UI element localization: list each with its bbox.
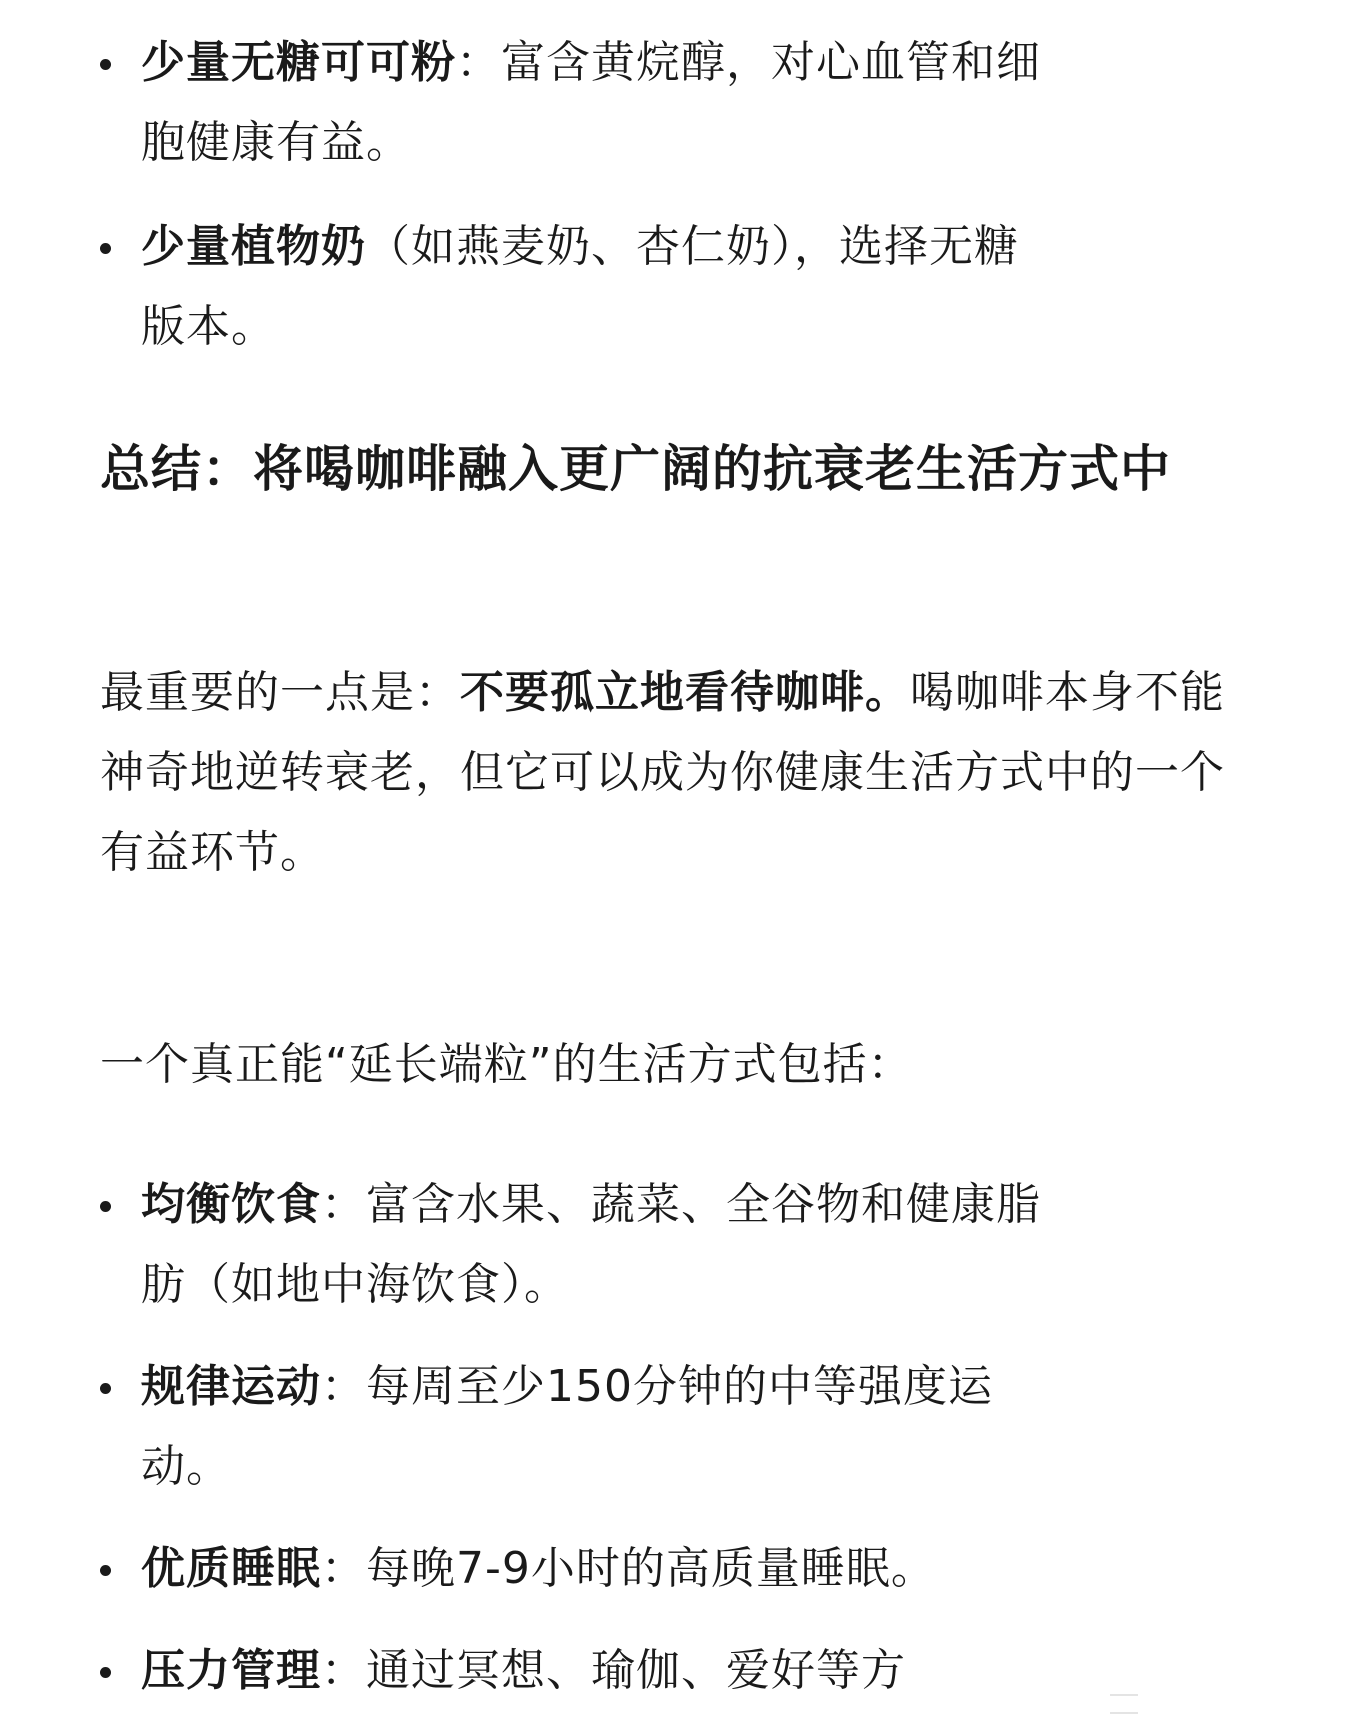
bullet-dot-icon: [100, 1201, 111, 1212]
list-item: [0, 1165, 1148, 1325]
bullet-dot-icon: [100, 1565, 111, 1576]
bullet-dot-icon: [100, 1667, 111, 1678]
item-label: 均衡饮食: [141, 1179, 321, 1230]
item-text: （如燕麦奶、杏仁奶），选择无糖版本。: [141, 221, 1019, 352]
list-item: [0, 207, 1148, 367]
list-item: [0, 1347, 1148, 1507]
item-label: 压力管理: [141, 1645, 321, 1696]
paragraph-prefix: 最重要的一点是：: [100, 667, 460, 718]
list-item: [0, 1631, 1148, 1711]
item-separator: ：: [321, 1361, 366, 1412]
bullet-dot-icon: [100, 1383, 111, 1394]
item-label: 规律运动: [141, 1361, 321, 1412]
item-text: 通过冥想、瑜伽、爱好等方: [366, 1645, 906, 1696]
ingredient-list: [0, 23, 1148, 367]
watermark-icon: [1110, 1694, 1138, 1714]
item-label: 少量无糖可可粉: [141, 37, 456, 88]
summary-paragraph: [0, 653, 1348, 893]
paragraph-emphasis: 不要孤立地看待咖啡。: [460, 667, 910, 718]
item-text: 富含水果、蔬菜、全谷物和健康脂肪（如地中海饮食）。: [141, 1179, 1041, 1310]
lifestyle-list: [0, 1165, 1148, 1711]
lifestyle-intro: 一个真正能“延长端粒”的生活方式包括：: [100, 1039, 913, 1090]
item-label: 优质睡眠: [141, 1543, 321, 1594]
bullet-dot-icon: [100, 243, 111, 254]
list-item: [0, 1529, 1148, 1609]
item-separator: ：: [456, 37, 501, 88]
item-text: 富含黄烷醇，对心血管和细胞健康有益。: [141, 37, 1041, 168]
item-separator: ：: [321, 1543, 366, 1594]
summary-heading: 总结：将喝咖啡融入更广阔的抗衰老生活方式中: [100, 440, 1171, 498]
item-separator: ：: [321, 1179, 366, 1230]
paragraph-body: 喝咖啡本身不能神奇地逆转衰老，但它可以成为你健康生活方式中的一个有益环节。: [100, 667, 1225, 878]
list-item: [0, 23, 1148, 183]
item-text: 每周至少150分钟的中等强度运动。: [141, 1361, 993, 1492]
item-text: 每晚7-9小时的高质量睡眠。: [366, 1543, 936, 1594]
item-separator: ：: [321, 1645, 366, 1696]
item-label: 少量植物奶: [141, 221, 366, 272]
bullet-dot-icon: [100, 59, 111, 70]
